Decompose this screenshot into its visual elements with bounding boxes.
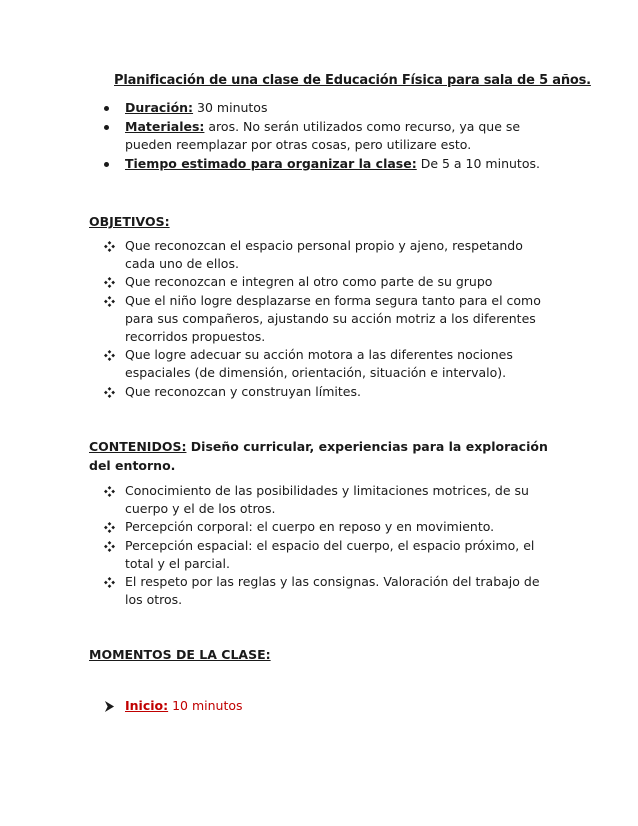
duration-value: 30 minutos: [193, 100, 268, 115]
list-item: [100, 118, 570, 155]
inicio-label: Inicio:: [125, 698, 169, 713]
list-item: [104, 518, 554, 536]
four-diamond-icon: [104, 387, 115, 398]
inicio-item: [104, 697, 243, 715]
four-diamond-icon: [104, 577, 115, 588]
contents-label: CONTENIDOS:: [89, 439, 187, 454]
four-diamond-icon: [104, 522, 115, 533]
objectives-heading: OBJETIVOS:: [89, 214, 170, 229]
bullet-icon: [104, 162, 109, 167]
contents-list: [104, 482, 554, 609]
list-item: [104, 237, 554, 273]
objective-text: Que el niño logre desplazarse en forma segura tanto para el como para sus compañeros, ajustando su acción motriz a los diferentes recorridos propuestos.: [125, 292, 541, 345]
setup-time-label: Tiempo estimado para organizar la clase:: [125, 155, 417, 171]
list-item: [100, 99, 570, 118]
content-text: El respeto por las reglas y las consignas. Valoración del trabajo de los otros.: [125, 574, 540, 608]
objective-text: Que logre adecuar su acción motora a las diferentes nociones espaciales (de dimensión, orientación, situación e intervalo).: [125, 347, 513, 381]
content-text: Percepción corporal: el cuerpo en reposo y en movimiento.: [125, 519, 495, 535]
four-diamond-icon: [104, 277, 115, 288]
list-item: [104, 482, 554, 518]
contents-heading: [89, 437, 559, 475]
four-diamond-icon: [104, 486, 115, 497]
materials-label: Materiales:: [125, 118, 205, 134]
contents-subtitle: Diseño curricular, experiencias para la exploración del entorno.: [89, 439, 548, 473]
four-diamond-icon: [104, 541, 115, 552]
bullet-icon: [104, 106, 109, 111]
content-text: Conocimiento de las posibilidades y limitaciones motrices, de su cuerpo y el de los otros.: [125, 483, 529, 517]
right-arrow-icon: [104, 701, 115, 712]
list-item: [104, 273, 554, 291]
class-details-list: [100, 99, 570, 173]
list-item: [104, 292, 554, 347]
document-title: Planificación de una clase de Educación Física para sala de 5 años.: [114, 73, 591, 88]
list-item: [104, 573, 554, 609]
content-text: Percepción espacial: el espacio del cuerpo, el espacio próximo, el total y el parcial.: [125, 537, 535, 571]
list-item: [100, 155, 570, 174]
duration-label: Duración:: [125, 100, 194, 115]
four-diamond-icon: [104, 350, 115, 361]
setup-time-value: De 5 a 10 minutos.: [416, 155, 540, 171]
class-moments-heading: MOMENTOS DE LA CLASE:: [89, 647, 271, 662]
objective-text: Que reconozcan el espacio personal propio y ajeno, respetando cada uno de ellos.: [125, 238, 523, 272]
four-diamond-icon: [104, 241, 115, 252]
objectives-list: [104, 237, 554, 401]
bullet-icon: [104, 125, 109, 130]
list-item: [104, 383, 554, 401]
objective-text: Que reconozcan e integren al otro como parte de su grupo: [125, 274, 493, 290]
list-item: [104, 346, 554, 382]
four-diamond-icon: [104, 296, 115, 307]
inicio-value: 10 minutos: [168, 698, 243, 713]
materials-value: aros. No serán utilizados como recurso, ya que se pueden reemplazar por otras cosas, pero utilizare esto.: [125, 118, 521, 152]
list-item: [104, 537, 554, 573]
objective-text: Que reconozcan y construyan límites.: [125, 383, 361, 399]
